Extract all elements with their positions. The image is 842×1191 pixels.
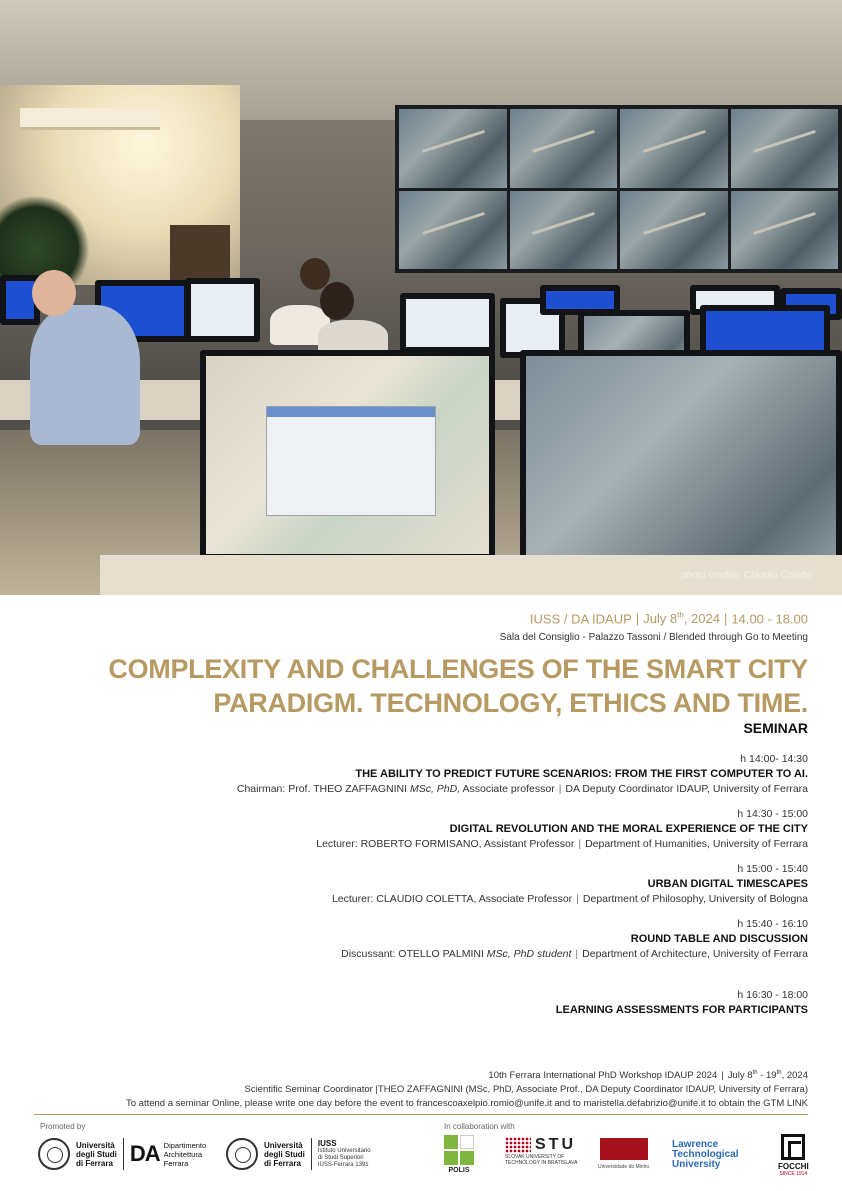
session [28, 988, 808, 1018]
video-feed [731, 109, 839, 188]
session-time: h 14:30 - 15:00 [737, 808, 808, 820]
ltu-logo: Lawrence Technological University [672, 1139, 739, 1170]
cabinet [170, 225, 230, 285]
video-feed [399, 191, 507, 270]
workshop-line: 10th Ferrara International PhD Workshop IDAUP 2024 | July 8th - 19th, 2024 [488, 1070, 808, 1082]
stu-dots-icon [505, 1137, 531, 1153]
session-time: h 15:40 - 16:10 [737, 918, 808, 930]
focchi-logo: FOCCHI SINCE 1914 [778, 1134, 809, 1177]
session-title: ROUND TABLE AND DISCUSSION [630, 933, 808, 945]
session-speaker: Lecturer: ROBERTO FORMISANO, Assistant Professor | Department of Humanities, University of Ferrara [316, 838, 808, 850]
hero-photo [0, 0, 842, 595]
program [28, 752, 808, 1028]
polis-logo: POLIS [444, 1135, 474, 1174]
session-time: h 15:00 - 15:40 [737, 863, 808, 875]
operator-head [320, 282, 354, 320]
minho-logo: Universidade do Minho [598, 1138, 649, 1170]
divider [123, 1138, 124, 1170]
divider [311, 1138, 312, 1170]
unife-seal-icon [38, 1138, 70, 1170]
event-date: July 8th, 2024 [643, 611, 720, 627]
event-type: SEMINAR [743, 720, 808, 736]
title-line-1: COMPLEXITY AND CHALLENGES OF THE SMART CITY [108, 654, 808, 684]
separator: | [723, 611, 728, 627]
monitor-camera-grid [520, 350, 842, 575]
video-feed [510, 191, 618, 270]
software-window [266, 406, 436, 516]
video-feed [620, 109, 728, 188]
iuss-label: IUSS Istituto Universitario di Studi Superiori IUSS-Ferrara 1391 [317, 1139, 371, 1168]
event-time: 14.00 - 18.00 [731, 611, 808, 627]
session-time: h 16:30 - 18:00 [737, 989, 808, 1001]
da-mark: DA [129, 1141, 160, 1166]
session [28, 752, 808, 797]
session-title: DIGITAL REVOLUTION AND THE MORAL EXPERIENCE OF THE CITY [449, 823, 808, 835]
organizer: IUSS / DA IDAUP [529, 611, 632, 627]
polis-icon [444, 1135, 474, 1165]
operator-head [32, 270, 76, 316]
video-feed [399, 109, 507, 188]
video-feed [510, 109, 618, 188]
session [28, 862, 808, 907]
title-line-2: PARADIGM. TECHNOLOGY, ETHICS AND TIME. [213, 688, 808, 718]
focchi-icon [781, 1134, 805, 1160]
event-line [530, 611, 808, 626]
session-time: h 14:00- 14:30 [740, 753, 808, 765]
session-title: THE ABILITY TO PREDICT FUTURE SCENARIOS: FROM THE FIRST COMPUTER TO AI. [355, 768, 808, 780]
video-wall [395, 105, 842, 273]
unife-seal-icon [226, 1138, 258, 1170]
da-label: Dipartimento Architettura Ferrara [163, 1140, 207, 1168]
session [28, 917, 808, 962]
video-feed [620, 191, 728, 270]
operator [30, 305, 140, 445]
monitor-map [200, 350, 495, 560]
separator: | [635, 611, 640, 627]
footer-divider [34, 1114, 808, 1115]
photo-credit: photo credits: Claudio Coletta [680, 570, 812, 581]
video-feed [731, 191, 839, 270]
minho-icon [600, 1138, 648, 1160]
promoted-label: Promoted by [40, 1122, 86, 1131]
footer-info [126, 1066, 808, 1111]
unife-iuss-logo: Università degli Studi di Ferrara IUSS Istituto Universitario di Studi Superiori IUSS-Ferrara 1391 [226, 1138, 371, 1170]
monitor [185, 278, 260, 342]
unife-logo: Università degli Studi di Ferrara DA Dipartimento Architettura Ferrara [38, 1138, 206, 1170]
session-speaker: Lecturer: CLAUDIO COLETTA, Associate Professor | Department of Philosophy, University of Bologna [331, 893, 808, 905]
session-speaker: Discussant: OTELLO PALMINI MSc, PhD student | Department of Architecture, University of Ferrara [341, 948, 808, 960]
page-title [108, 652, 808, 720]
collab-label: In collaboration with [444, 1122, 515, 1131]
session-speaker: Chairman: Prof. THEO ZAFFAGNINI MSc, PhD, Associate professor | DA Deputy Coordinator IDAUP, University of Ferrara [236, 783, 808, 795]
online-instructions: To attend a seminar Online, please write one day before the event to francescoaxelpio.romio@unife.it and to maristella.defabrizio@unife.it to obtain the GTM LINK [125, 1098, 808, 1110]
wall-vent [20, 108, 160, 130]
monitor [400, 293, 495, 353]
session-title: URBAN DIGITAL TIMESCAPES [647, 878, 808, 890]
session [28, 807, 808, 852]
venue: Sala del Consiglio - Palazzo Tassoni / Blended through Go to Meeting [499, 632, 808, 643]
session-title: LEARNING ASSESSMENTS FOR PARTICIPANTS [555, 1004, 808, 1016]
coordinator-line: Scientific Seminar Coordinator |THEO ZAFFAGNINI (MSc, PhD, Associate Prof., DA Deputy Coordinator IDAUP, University of Ferrara) [244, 1084, 808, 1096]
stu-logo: STU SLOVAK UNIVERSITY OF TECHNOLOGY IN BRATISLAVA [505, 1136, 578, 1166]
